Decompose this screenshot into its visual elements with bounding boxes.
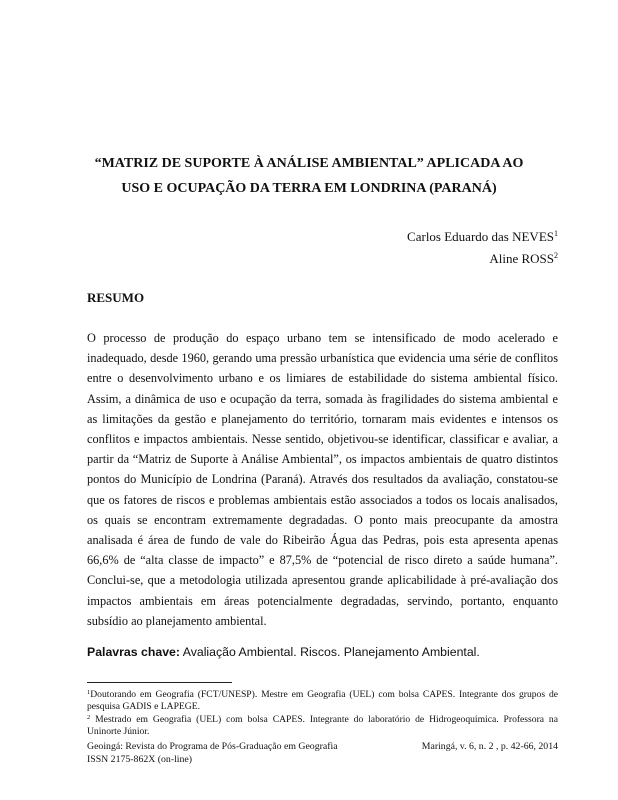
journal-name: Geoingá: Revista do Programa de Pós-Graduação em Geografia (87, 741, 338, 752)
page-footer-left (87, 740, 338, 766)
footnote-text: Doutorando em Geografia (FCT/UNESP). Mestre em Geografia (UEL) com bolsa CAPES. Integrante dos grupos de pesquisa GADIS e LAPEGE. (87, 689, 558, 712)
author-list (407, 226, 558, 270)
footnote-mark: 1 (87, 689, 91, 696)
keywords-label: Palavras chave: (87, 645, 180, 659)
title-line-2: USO E OCUPAÇÃO DA TERRA EM LONDRINA (PARANÁ) (121, 181, 497, 196)
keywords-text: Avaliação Ambiental. Riscos. Planejamento Ambiental. (179, 645, 480, 659)
citation-info: Maringá, v. 6, n. 2 , p. 42-66, 2014 (421, 741, 558, 752)
author-name: Carlos Eduardo das NEVES (407, 229, 554, 244)
footnotes (87, 689, 558, 739)
footnote-2 (87, 714, 558, 738)
footnote-mark: 2 (87, 714, 91, 721)
issn: ISSN 2175-862X (on-line) (87, 754, 193, 765)
footnote-separator (87, 682, 232, 683)
article-title (70, 151, 548, 201)
author-1 (407, 226, 558, 248)
title-line-1: “MATRIZ DE SUPORTE À ANÁLISE AMBIENTAL” APLICADA AO (94, 156, 524, 171)
keywords (87, 645, 480, 660)
footnote-ref: 1 (554, 229, 558, 238)
footnote-text: Mestrado em Geografia (UEL) com bolsa CAPES. Integrante do laboratório de Hidrogeoquímica. Professora na Uninorte Júnior. (87, 714, 558, 737)
abstract-text: O processo de produção do espaço urbano tem se intensificado de modo acelerado e inadequado, desde 1960, gerando uma pressão urbanística que evidencia uma série de conflitos entre o desenvolvimento urbano e os limiares de estabilidade do sistema ambiental físico. Assim, a dinâmica de uso e ocupação da terra, somada às fragilidades do sistema ambiental e as limitações da gestão e planejamento do território, tornaram mais evidentes e intensos os conflitos e impactos ambientais. Nesse sentido, objetivou-se identificar, classificar e avaliar, a partir da “Matriz de Suporte à Análise Ambiental”, os impactos ambientais de quatro distintos pontos do Município de Londrina (Paraná). Através dos resultados da avaliação, constatou-se que os fatores de riscos e problemas ambientais estão associados a todos os locais analisados, os quais se encontram extremamente degradadas. O ponto mais preocupante da amostra analisada é área de fundo de vale do Ribeirão Água das Pedras, pois esta apresenta apenas 66,6% de “alta classe de impacto” e 87,5% de “potencial de risco direto a saúde humana”. Conclui-se, que a metodologia utilizada apresentou grande aplicabilidade à pré-avaliação dos impactos ambientais em áreas potencialmente degradadas, servindo, portanto, enquanto subsídio ao planejamento ambiental. (87, 331, 558, 628)
author-2 (407, 248, 558, 270)
footnote-ref: 2 (554, 251, 558, 260)
author-name: Aline ROSS (489, 251, 554, 266)
footnote-1 (87, 689, 558, 713)
abstract-heading: RESUMO (87, 290, 145, 305)
